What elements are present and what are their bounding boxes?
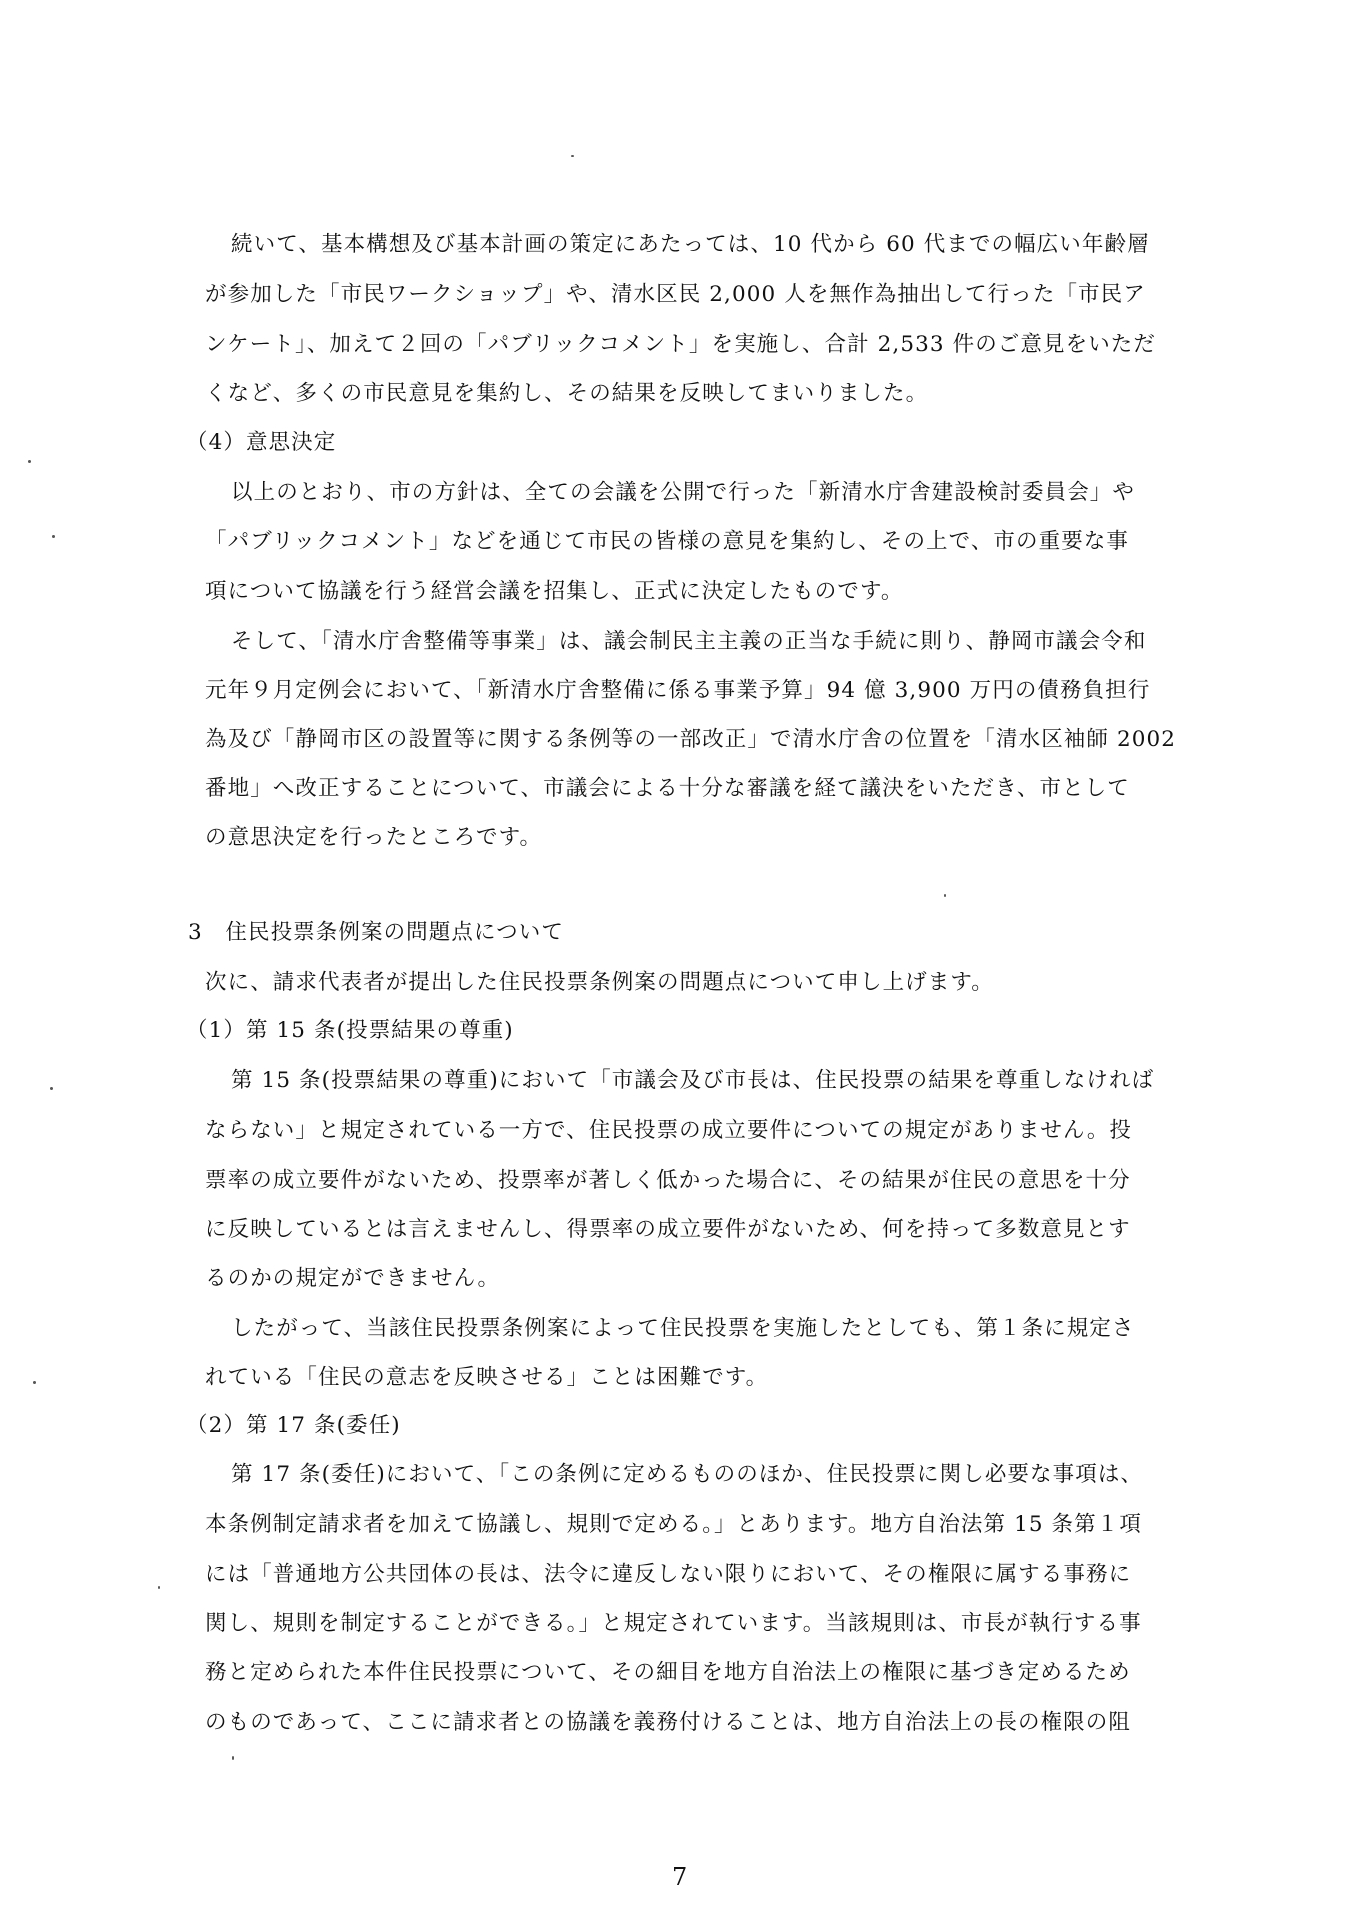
- paragraph-line: そして、「清水庁舎整備等事業」は、議会制民主主義の正当な手続に則り、静岡市議会令和: [231, 629, 1147, 654]
- paragraph-line: 本条例制定請求者を加えて協議し、規則で定める。」とあります。地方自治法第 15 条第１項: [205, 1512, 1142, 1537]
- paragraph-line: ならない」と規定されている一方で、住民投票の成立要件についての規定がありません。投: [205, 1118, 1133, 1143]
- scan-speck: [158, 1586, 160, 1589]
- paragraph-line: るのかの規定ができません。: [205, 1266, 501, 1291]
- paragraph-line: 番地」へ改正することについて、市議会による十分な審議を経て議決をいただき、市として: [205, 776, 1130, 801]
- paragraph-line: に反映しているとは言えませんし、得票率の成立要件がないため、何を持って多数意見とす: [205, 1217, 1131, 1242]
- paragraph-line: 第 15 条(投票結果の尊重)において「市議会及び市長は、住民投票の結果を尊重しなければ: [231, 1068, 1155, 1093]
- scan-speck: [232, 1756, 234, 1760]
- paragraph-line: したがって、当該住民投票条例案によって住民投票を実施したとしても、第１条に規定さ: [231, 1316, 1135, 1341]
- section-heading: （4）意思決定: [186, 430, 337, 455]
- paragraph-line: 次に、請求代表者が提出した住民投票条例案の問題点について申し上げます。: [205, 970, 994, 995]
- paragraph-line: のものであって、ここに請求者との協議を義務付けることは、地方自治法上の長の権限の阻: [205, 1710, 1131, 1735]
- paragraph-line: 務と定められた本件住民投票について、その細目を地方自治法上の権限に基づき定めるため: [205, 1660, 1131, 1685]
- scan-speck: [50, 1087, 53, 1090]
- subsection-heading: （2）第 17 条(委任): [186, 1413, 401, 1438]
- page-number: 7: [672, 1863, 688, 1891]
- paragraph-line: 「パブリックコメント」などを通じて市民の皆様の意見を集約し、その上で、市の重要な事: [205, 529, 1130, 554]
- paragraph-line: 票率の成立要件がないため、投票率が著しく低かった場合に、その結果が住民の意思を十分: [205, 1168, 1131, 1193]
- scan-speck: [28, 460, 31, 463]
- paragraph-line: 為及び「静岡市区の設置等に関する条例等の一部改正」で清水庁舎の位置を「清水区袖師 2002: [205, 727, 1177, 752]
- paragraph-line: 第 17 条(委任)において、「この条例に定めるもののほか、住民投票に関し必要な事項は、: [231, 1462, 1144, 1487]
- scan-speck: [944, 894, 946, 897]
- paragraph-line: 以上のとおり、市の方針は、全ての会議を公開で行った「新清水庁舎建設検討委員会」や: [231, 480, 1136, 505]
- paragraph-line: 元年９月定例会において、「新清水庁舎整備に係る事業予算」94 億 3,900 万円の債務負担行: [205, 678, 1151, 703]
- paragraph-line: 関し、規則を制定することができる。」と規定されています。当該規則は、市長が執行する事: [205, 1611, 1142, 1636]
- scan-speck: [52, 535, 55, 538]
- section-heading: 3 住民投票条例案の問題点について: [188, 920, 564, 945]
- paragraph-line: れている「住民の意志を反映させる」ことは困難です。: [205, 1365, 769, 1390]
- scan-speck: [571, 155, 574, 157]
- paragraph-line: 項について協議を行う経営会議を招集し、正式に決定したものです。: [205, 579, 904, 604]
- paragraph-line: が参加した「市民ワークショップ」や、清水区民 2,000 人を無作為抽出して行った「市民ア: [205, 282, 1146, 307]
- scan-speck: [33, 1381, 36, 1384]
- paragraph-line: ンケート」、加えて２回の「パブリックコメント」を実施し、合計 2,533 件のご意見をいただ: [205, 332, 1156, 357]
- paragraph-line: 続いて、基本構想及び基本計画の策定にあたっては、10 代から 60 代までの幅広い年齢層: [231, 232, 1150, 257]
- subsection-heading: （1）第 15 条(投票結果の尊重): [186, 1018, 514, 1043]
- paragraph-line: の意思決定を行ったところです。: [205, 825, 543, 850]
- paragraph-line: には「普通地方公共団体の長は、法令に違反しない限りにおいて、その権限に属する事務に: [205, 1562, 1132, 1587]
- paragraph-line: くなど、多くの市民意見を集約し、その結果を反映してまいりました。: [205, 381, 929, 406]
